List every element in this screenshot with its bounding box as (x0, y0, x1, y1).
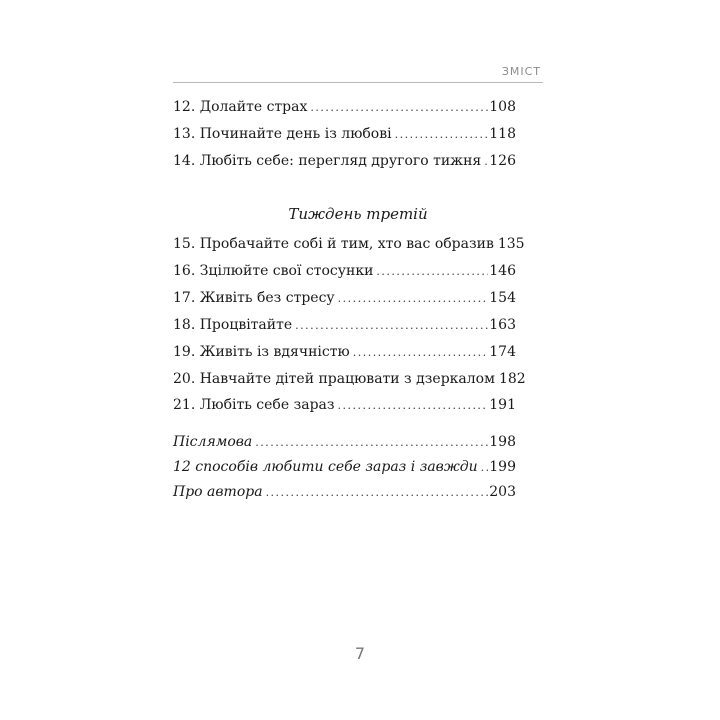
toc-entry-page: 154 (489, 290, 516, 306)
toc-entry (173, 396, 516, 415)
dot-leader (484, 153, 488, 171)
toc-entry-title: 21. Любіть себе зараз (173, 397, 335, 413)
toc-entry-page: 174 (489, 344, 516, 360)
toc-entry-page: 108 (489, 99, 516, 115)
toc-entry-page: 126 (489, 153, 516, 169)
toc-entry-title: 13. Починайте день із любові (173, 126, 392, 142)
section-heading: Тиждень третій (288, 205, 428, 223)
toc-entry-page: 163 (489, 317, 516, 333)
toc-entry-title: 12 способів любити себе зараз і завжди (173, 459, 478, 475)
toc-entry-page: 199 (489, 459, 516, 475)
toc-entry-page: 182 (498, 371, 526, 387)
toc-entry (173, 370, 526, 389)
page-number: 7 (354, 644, 366, 663)
dot-leader (481, 459, 489, 477)
toc-entry-page: 198 (489, 434, 516, 450)
running-head (173, 60, 543, 83)
toc-entry (173, 152, 516, 171)
toc-entry (173, 262, 516, 281)
toc-entry-title: 15. Пробачайте собі й тим, хто вас образив (173, 236, 494, 252)
dot-leader (338, 397, 489, 415)
toc-entry-title: 12. Долайте страх (173, 99, 308, 115)
toc-entry (173, 125, 516, 144)
toc-entry-title: Про автора (173, 484, 263, 500)
running-head-label: ЗМІСТ (501, 65, 541, 78)
toc-entry (173, 483, 516, 502)
dot-leader (395, 126, 489, 144)
toc-entry (173, 235, 525, 254)
toc-entry-title: 16. Зцілюйте свої стосунки (173, 263, 374, 279)
dot-leader (338, 290, 489, 308)
toc-entry-title: 18. Процвітайте (173, 317, 293, 333)
dot-leader (295, 317, 488, 335)
toc-entry-title: 20. Навчайте дітей працювати з дзеркалом (173, 371, 495, 387)
toc-entry (173, 316, 516, 335)
toc-entry (173, 458, 516, 477)
toc-entry-page: 135 (497, 236, 525, 252)
toc-entry-title: 19. Живіть із вдячністю (173, 344, 350, 360)
toc-entry (173, 98, 516, 117)
toc-entry (173, 433, 516, 452)
toc-entry-page: 118 (489, 126, 516, 142)
dot-leader (255, 434, 488, 452)
toc-entry-title: Післямова (173, 434, 253, 450)
toc-entry-page: 191 (489, 397, 516, 413)
toc-entry-title: 14. Любіть себе: перегляд другого тижня (173, 153, 482, 169)
dot-leader (266, 484, 489, 502)
toc-entry-page: 146 (489, 263, 516, 279)
dot-leader (353, 344, 489, 362)
toc-entry-title: 17. Живіть без стресу (173, 290, 335, 306)
toc-entry (173, 289, 516, 308)
dot-leader (376, 263, 488, 281)
dot-leader (310, 99, 488, 117)
toc-entry (173, 343, 516, 362)
toc-entry-page: 203 (489, 484, 516, 500)
